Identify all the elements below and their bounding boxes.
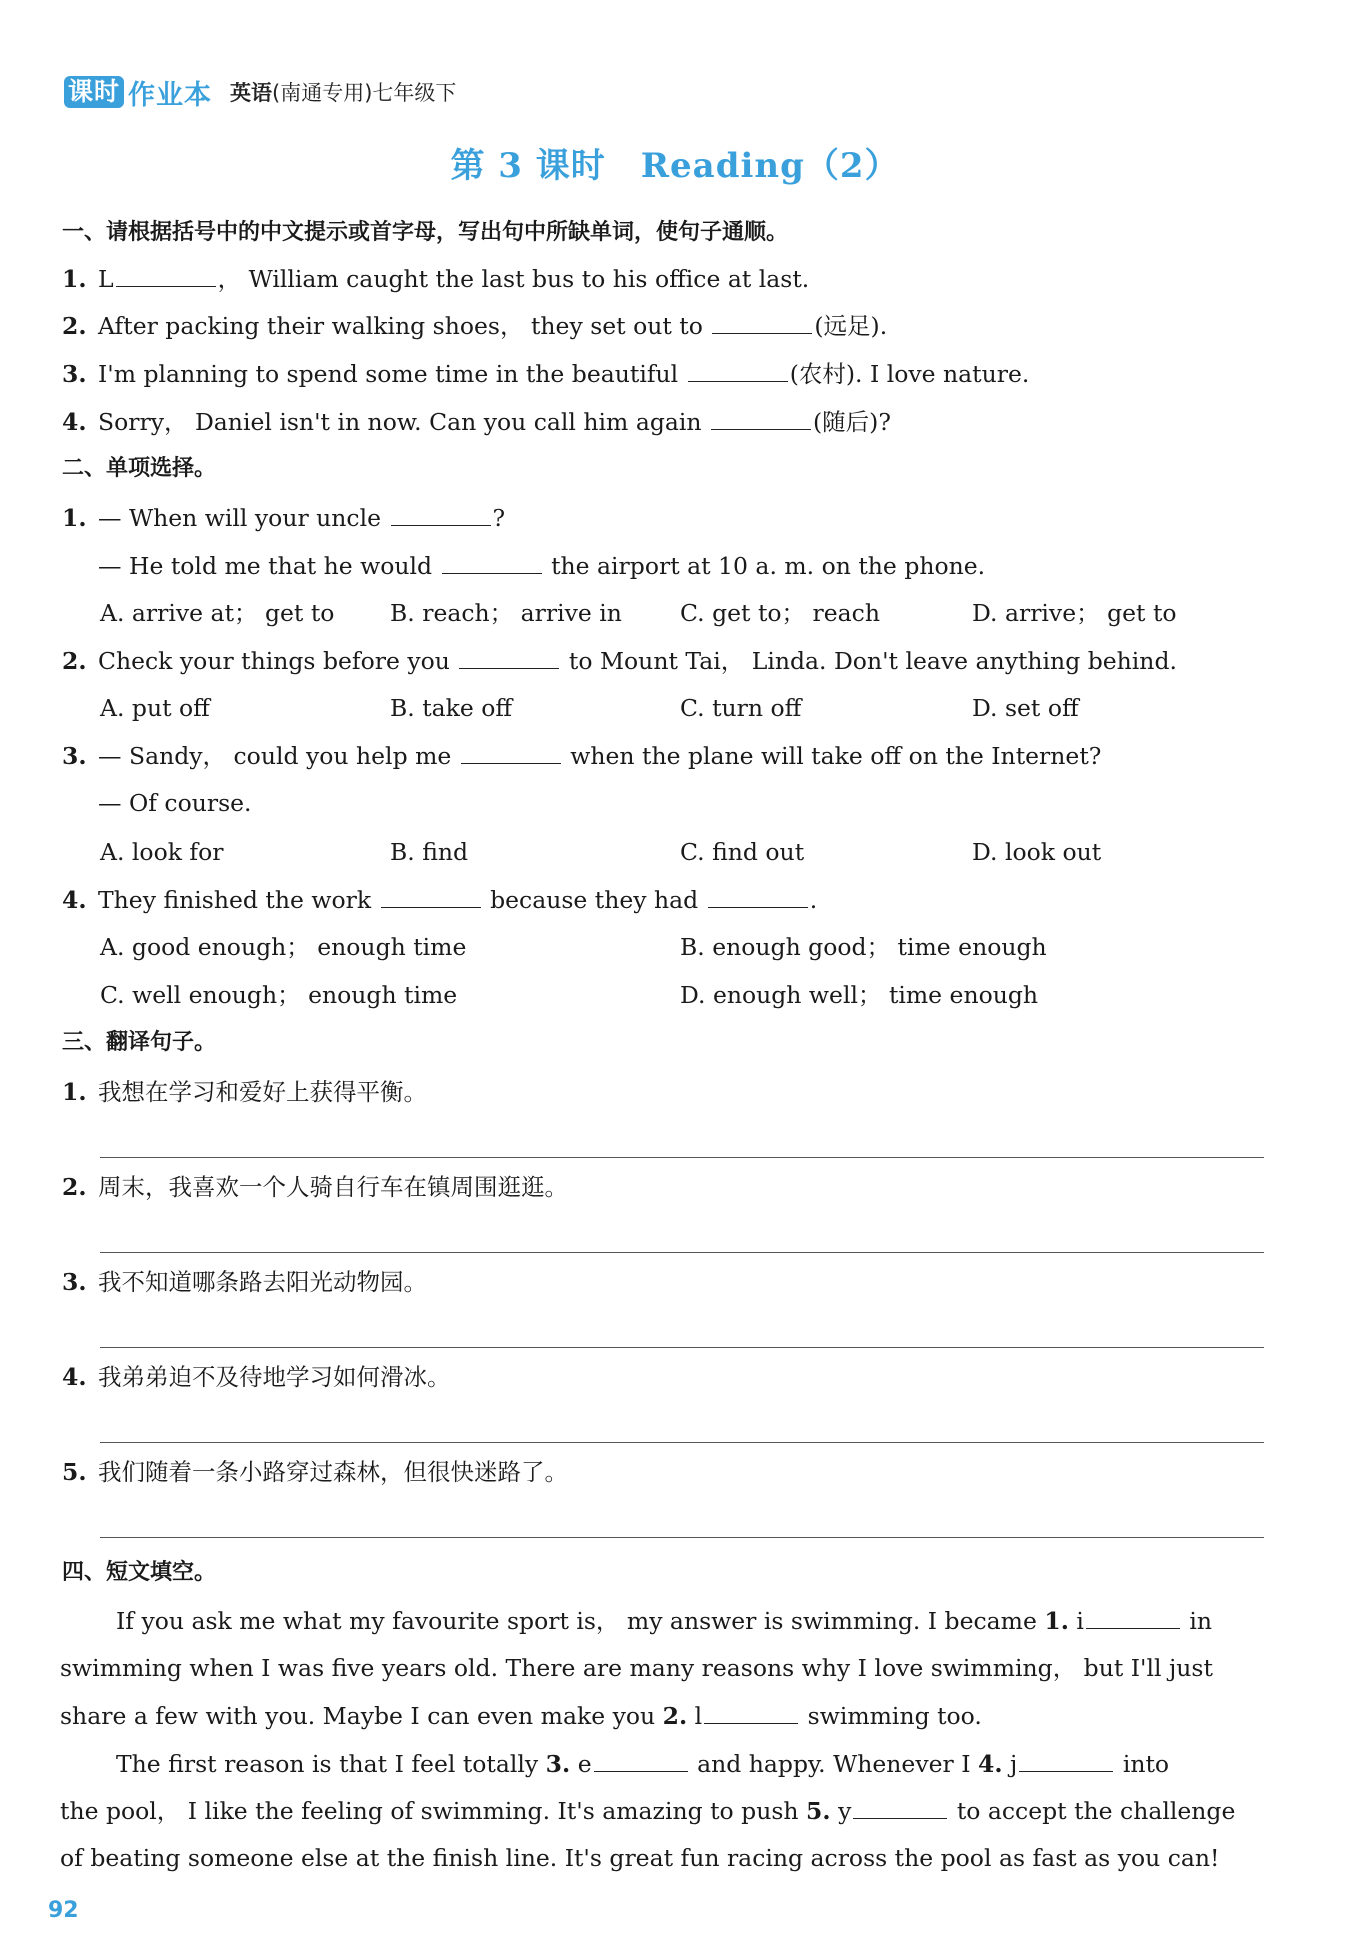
item-number: 1. — [62, 1078, 87, 1106]
passage-text: in — [1189, 1607, 1213, 1635]
s2-q1-line1 — [62, 503, 505, 533]
s2-q1-line2 — [98, 551, 985, 581]
passage-text: swimming too. — [807, 1702, 982, 1730]
item-number: 1. — [62, 504, 87, 532]
subject-label — [230, 77, 456, 107]
item-text: (随后)? — [813, 408, 891, 436]
item-text: when the plane will take off on the Internet? — [570, 742, 1102, 770]
item-number: 4. — [62, 1363, 87, 1391]
brand-name: 作业本 — [128, 79, 213, 111]
passage-line — [60, 1796, 1266, 1826]
subject-grade: 七年级下 — [372, 81, 457, 105]
s2-q2 — [62, 646, 1177, 676]
passage-line: swimming when I was five years old. There are many reasons why I love swimming， but I'll just — [60, 1654, 1213, 1682]
item-number: 1. — [62, 265, 87, 293]
s1-item-2 — [62, 311, 887, 341]
s2-q2-option-a[interactable]: A. put off — [100, 694, 210, 722]
item-text: I'm planning to spend some time in the beautiful — [98, 360, 679, 388]
s1-item-4 — [62, 407, 891, 437]
item-text: to Mount Tai， Linda. Don't leave anything behind. — [568, 647, 1177, 675]
s3-item-4 — [62, 1362, 451, 1392]
blank-number: 4. — [978, 1750, 1003, 1778]
item-number: 3. — [62, 742, 87, 770]
item-text: ? — [492, 504, 506, 532]
item-text: — When will your uncle — [98, 504, 382, 532]
s2-q1-option-d[interactable]: D. arrive； get to — [972, 599, 1177, 627]
answer-line[interactable] — [100, 1442, 1264, 1443]
item-text: L — [98, 265, 114, 293]
answer-blank[interactable] — [442, 551, 542, 574]
item-text: (远足). — [814, 312, 888, 340]
answer-line[interactable] — [100, 1157, 1264, 1158]
item-number: 3. — [62, 360, 87, 388]
item-text: — He told me that he would — [98, 552, 433, 580]
item-number: 2. — [62, 312, 87, 340]
answer-blank[interactable] — [1019, 1749, 1113, 1772]
answer-blank[interactable] — [1086, 1606, 1180, 1629]
item-text: 我弟弟迫不及待地学习如何滑冰。 — [98, 1363, 451, 1391]
s1-item-1 — [62, 264, 809, 294]
s2-q2-option-b[interactable]: B. take off — [390, 694, 513, 722]
item-text: the airport at 10 a. m. on the phone. — [551, 552, 986, 580]
item-text: 我不知道哪条路去阳光动物园。 — [98, 1268, 427, 1296]
page-header — [64, 72, 456, 112]
s2-q2-option-d[interactable]: D. set off — [972, 694, 1079, 722]
item-text: They finished the work — [98, 886, 372, 914]
item-number: 4. — [62, 886, 87, 914]
section4-heading: 四、短文填空。 — [62, 1560, 217, 1585]
lesson-title: 第 3 课时 Reading（2） — [450, 146, 900, 186]
item-text: After packing their walking shoes， they set out to — [98, 312, 703, 340]
passage-text: the pool， I like the feeling of swimming. It's amazing to push — [60, 1797, 799, 1825]
s2-q3-option-a[interactable]: A. look for — [100, 838, 224, 866]
section3-heading: 三、翻译句子。 — [62, 1030, 217, 1055]
passage-line: of beating someone else at the finish line. It's great fun racing across the pool as fast as you can! — [60, 1844, 1220, 1872]
passage-text: share a few with you. Maybe I can even make you — [60, 1702, 656, 1730]
answer-blank[interactable] — [712, 311, 812, 334]
answer-line[interactable] — [100, 1347, 1264, 1348]
s2-q4-option-c[interactable]: C. well enough； enough time — [100, 981, 458, 1009]
s3-item-1 — [62, 1077, 427, 1107]
s2-q3-option-c[interactable]: C. find out — [680, 838, 805, 866]
s2-q1-option-c[interactable]: C. get to； reach — [680, 599, 880, 627]
item-text: 我们随着一条小路穿过森林，但很快迷路了。 — [98, 1458, 568, 1486]
item-text: . — [809, 886, 818, 914]
s3-item-3 — [62, 1267, 427, 1297]
answer-blank[interactable] — [381, 885, 481, 908]
passage-line — [116, 1749, 1266, 1779]
blank-number: 5. — [806, 1797, 831, 1825]
answer-blank[interactable] — [461, 741, 561, 764]
subject-edition: (南通专用) — [272, 81, 373, 105]
item-text: — Sandy， could you help me — [98, 742, 452, 770]
item-text: Sorry， Daniel isn't in now. Can you call him again — [98, 408, 702, 436]
s3-item-5 — [62, 1457, 568, 1487]
s2-q3-line2: — Of course. — [98, 789, 252, 817]
answer-blank[interactable] — [711, 407, 811, 430]
passage-text: to accept the challenge — [956, 1797, 1236, 1825]
s1-item-3 — [62, 359, 1029, 389]
item-number: 5. — [62, 1458, 87, 1486]
item-text: because they had — [490, 886, 699, 914]
s2-q1-option-b[interactable]: B. reach； arrive in — [390, 599, 622, 627]
s2-q1-option-a[interactable]: A. arrive at； get to — [100, 599, 335, 627]
brand-logo: 课时 — [64, 76, 124, 108]
answer-blank[interactable] — [116, 264, 216, 287]
blank-initial: l — [694, 1702, 703, 1730]
s2-q2-option-c[interactable]: C. turn off — [680, 694, 802, 722]
blank-initial: e — [577, 1750, 592, 1778]
blank-initial: y — [838, 1797, 852, 1825]
answer-blank[interactable] — [688, 359, 788, 382]
s2-q4 — [62, 885, 817, 915]
s2-q3-option-d[interactable]: D. look out — [972, 838, 1102, 866]
item-number: 2. — [62, 647, 87, 675]
answer-line[interactable] — [100, 1252, 1264, 1253]
s2-q4-option-d[interactable]: D. enough well； time enough — [680, 981, 1039, 1009]
blank-initial: j — [1010, 1750, 1018, 1778]
s2-q4-option-b[interactable]: B. enough good； time enough — [680, 933, 1047, 961]
section2-heading: 二、单项选择。 — [62, 456, 217, 481]
section1-heading: 一、请根据括号中的中文提示或首字母，写出句中所缺单词，使句子通顺。 — [62, 220, 789, 245]
answer-blank[interactable] — [704, 1701, 798, 1724]
page-number: 92 — [48, 1898, 79, 1923]
item-number: 2. — [62, 1173, 87, 1201]
answer-blank[interactable] — [459, 646, 559, 669]
passage-line — [116, 1606, 1266, 1636]
answer-blank[interactable] — [853, 1796, 947, 1819]
passage-line — [60, 1701, 1266, 1731]
item-text: 我想在学习和爱好上获得平衡。 — [98, 1078, 427, 1106]
item-text: ， William caught the last bus to his office at last. — [217, 265, 810, 293]
item-text: (农村). I love nature. — [789, 360, 1030, 388]
s2-q3-option-b[interactable]: B. find — [390, 838, 469, 866]
s2-q3-line1 — [62, 741, 1101, 771]
passage-text: into — [1122, 1750, 1170, 1778]
s2-q4-option-a[interactable]: A. good enough； enough time — [100, 933, 467, 961]
passage-text: If you ask me what my favourite sport is， my answer is swimming. I became — [116, 1607, 1037, 1635]
blank-number: 2. — [662, 1702, 688, 1730]
answer-blank[interactable] — [594, 1749, 688, 1772]
blank-number: 3. — [545, 1750, 571, 1778]
passage-text: The first reason is that I feel totally — [116, 1750, 539, 1778]
blank-initial: i — [1076, 1607, 1084, 1635]
answer-line[interactable] — [100, 1537, 1264, 1538]
item-text: Check your things before you — [98, 647, 450, 675]
answer-blank[interactable] — [391, 503, 491, 526]
answer-blank[interactable] — [708, 885, 808, 908]
s3-item-2 — [62, 1172, 568, 1202]
item-text: 周末，我喜欢一个人骑自行车在镇周围逛逛。 — [98, 1173, 568, 1201]
subject-name: 英语 — [230, 81, 273, 105]
item-number: 4. — [62, 408, 87, 436]
item-number: 3. — [62, 1268, 87, 1296]
passage-text: and happy. Whenever I — [697, 1750, 971, 1778]
blank-number: 1. — [1044, 1607, 1069, 1635]
